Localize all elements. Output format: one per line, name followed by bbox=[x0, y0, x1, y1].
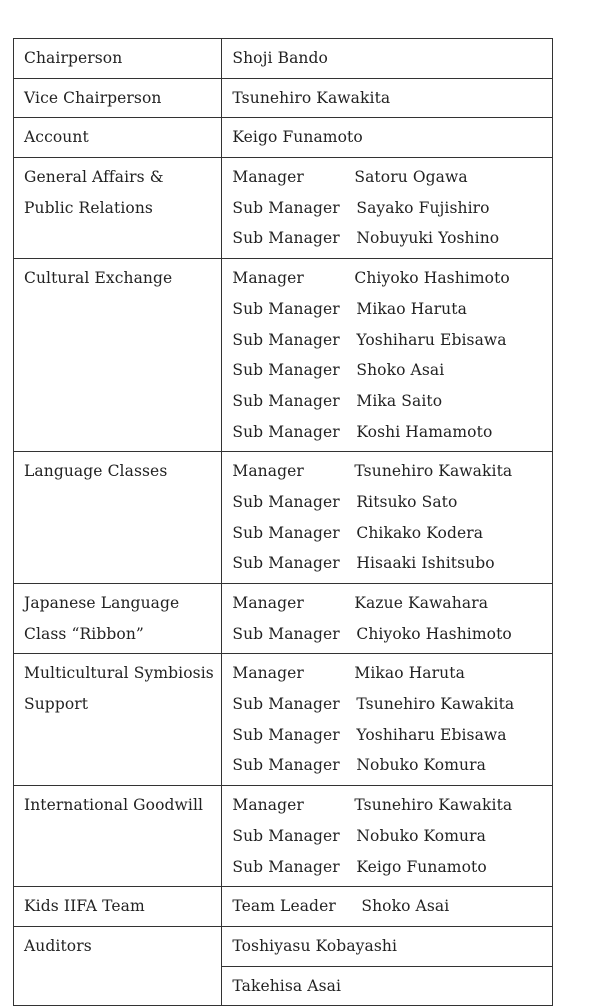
member-name: Toshiyasu Kobayashi bbox=[232, 936, 398, 955]
role-label: Multicultural Symbiosis bbox=[24, 664, 214, 683]
member-line bbox=[232, 162, 542, 193]
table-row bbox=[14, 78, 553, 118]
member-line bbox=[232, 750, 542, 781]
officers-table-body bbox=[14, 39, 553, 1006]
member-line bbox=[232, 821, 542, 852]
member-position: Manager bbox=[232, 168, 304, 187]
table-row bbox=[14, 786, 553, 887]
member-name: Nobuko Komura bbox=[356, 756, 486, 775]
member-cell bbox=[222, 39, 553, 79]
member-line bbox=[232, 487, 542, 518]
officers-table bbox=[13, 38, 553, 1006]
table-row bbox=[14, 259, 553, 452]
member-name: Mika Saito bbox=[356, 391, 443, 410]
table-row bbox=[14, 39, 553, 79]
member-position: Sub Manager bbox=[232, 391, 340, 410]
member-cell bbox=[222, 654, 553, 786]
member-name: Mikao Haruta bbox=[354, 664, 465, 683]
member-name: Tsunehiro Kawakita bbox=[354, 796, 513, 815]
member-position: Sub Manager bbox=[232, 422, 340, 441]
member-position: Sub Manager bbox=[232, 826, 340, 845]
member-position: Team Leader bbox=[232, 897, 336, 916]
member-name: Koshi Hamamoto bbox=[356, 422, 493, 441]
role-label: Account bbox=[24, 128, 89, 147]
member-line bbox=[232, 83, 542, 114]
member-cell bbox=[222, 887, 553, 927]
member-position: Sub Manager bbox=[232, 695, 340, 714]
role-cell bbox=[14, 78, 222, 118]
role-cell bbox=[14, 118, 222, 158]
table-row bbox=[14, 158, 553, 259]
table-row bbox=[14, 118, 553, 158]
member-name: Kazue Kawahara bbox=[354, 594, 489, 612]
member-position: Sub Manager bbox=[232, 229, 340, 248]
table-row bbox=[14, 452, 553, 584]
member-line bbox=[232, 43, 542, 74]
member-position: Manager bbox=[232, 269, 304, 288]
member-position: Sub Manager bbox=[232, 725, 340, 744]
member-cell bbox=[222, 452, 553, 584]
member-name: Chiyoko Hashimoto bbox=[356, 624, 512, 643]
table-row bbox=[14, 654, 553, 786]
member-line bbox=[232, 122, 542, 153]
member-position: Sub Manager bbox=[232, 624, 340, 643]
member-cell bbox=[222, 584, 553, 654]
role-cell bbox=[14, 887, 222, 927]
member-name: Shoko Asai bbox=[361, 897, 450, 916]
member-position: Sub Manager bbox=[232, 299, 340, 318]
role-label: Class “Ribbon” bbox=[24, 624, 144, 643]
member-position: Manager bbox=[232, 462, 304, 481]
member-line bbox=[232, 355, 542, 386]
role-label: Public Relations bbox=[24, 198, 153, 217]
role-cell bbox=[14, 452, 222, 584]
member-line bbox=[232, 325, 542, 356]
member-name: Shoko Asai bbox=[356, 361, 445, 380]
member-line bbox=[232, 294, 542, 325]
member-name: Nobuyuki Yoshino bbox=[356, 229, 500, 248]
member-line bbox=[232, 417, 542, 448]
member-position: Sub Manager bbox=[232, 554, 340, 573]
member-name: Nobuko Komura bbox=[356, 826, 486, 845]
role-cell bbox=[14, 654, 222, 786]
member-name: Yoshiharu Ebisawa bbox=[356, 330, 507, 349]
member-cell bbox=[222, 966, 553, 1006]
member-name: Tsunehiro Kawakita bbox=[232, 88, 391, 107]
table-row bbox=[14, 926, 553, 966]
member-line bbox=[232, 852, 542, 883]
member-position: Sub Manager bbox=[232, 756, 340, 775]
member-cell bbox=[222, 259, 553, 452]
table-row bbox=[14, 584, 553, 654]
member-line bbox=[232, 548, 542, 579]
member-position: Manager bbox=[232, 664, 304, 683]
member-name: Tsunehiro Kawakita bbox=[354, 462, 513, 481]
member-name: Chikako Kodera bbox=[356, 523, 484, 542]
member-line bbox=[232, 790, 542, 821]
member-line bbox=[232, 223, 542, 254]
member-position: Sub Manager bbox=[232, 361, 340, 380]
role-label: Auditors bbox=[24, 936, 92, 955]
role-label: Vice Chairperson bbox=[24, 88, 162, 107]
member-name: Satoru Ogawa bbox=[354, 168, 468, 187]
member-position: Sub Manager bbox=[232, 330, 340, 349]
role-label: Kids IIFA Team bbox=[24, 897, 145, 916]
member-position: Sub Manager bbox=[232, 492, 340, 511]
role-label: General Affairs & bbox=[24, 168, 164, 187]
member-position: Manager bbox=[232, 594, 304, 612]
member-name: Chiyoko Hashimoto bbox=[354, 269, 510, 288]
member-line bbox=[232, 658, 542, 689]
role-cell bbox=[14, 786, 222, 887]
role-label: Support bbox=[24, 695, 89, 714]
member-cell bbox=[222, 926, 553, 966]
member-line bbox=[232, 891, 542, 922]
member-name: Ritsuko Sato bbox=[356, 492, 458, 511]
member-cell bbox=[222, 78, 553, 118]
member-line bbox=[232, 456, 542, 487]
role-cell bbox=[14, 158, 222, 259]
member-name: Tsunehiro Kawakita bbox=[356, 695, 515, 714]
member-name: Takehisa Asai bbox=[232, 976, 342, 995]
member-line bbox=[232, 689, 542, 720]
member-position: Manager bbox=[232, 796, 304, 815]
role-cell bbox=[14, 926, 222, 1005]
member-line bbox=[232, 518, 542, 549]
member-position: Sub Manager bbox=[232, 523, 340, 542]
member-cell bbox=[222, 158, 553, 259]
role-cell bbox=[14, 39, 222, 79]
member-name: Shoji Bando bbox=[232, 49, 328, 67]
role-label: Cultural Exchange bbox=[24, 269, 173, 288]
table-row bbox=[14, 887, 553, 927]
member-name: Yoshiharu Ebisawa bbox=[356, 725, 507, 744]
role-label: Chairperson bbox=[24, 49, 123, 67]
role-cell bbox=[14, 259, 222, 452]
role-label: Japanese Language bbox=[24, 594, 180, 612]
member-name: Hisaaki Ishitsubo bbox=[356, 554, 495, 573]
member-line bbox=[232, 619, 542, 650]
member-line bbox=[232, 263, 542, 294]
member-name: Keigo Funamoto bbox=[232, 128, 363, 147]
member-name: Sayako Fujishiro bbox=[356, 198, 490, 217]
member-name: Keigo Funamoto bbox=[356, 857, 487, 876]
member-position: Sub Manager bbox=[232, 198, 340, 217]
role-label: International Goodwill bbox=[24, 796, 204, 815]
role-cell bbox=[14, 584, 222, 654]
member-cell bbox=[222, 786, 553, 887]
member-line bbox=[232, 588, 542, 619]
member-line bbox=[232, 193, 542, 224]
member-cell bbox=[222, 118, 553, 158]
member-position: Sub Manager bbox=[232, 857, 340, 876]
member-line bbox=[232, 720, 542, 751]
role-label: Language Classes bbox=[24, 462, 168, 481]
member-line bbox=[232, 386, 542, 417]
member-name: Mikao Haruta bbox=[356, 299, 467, 318]
